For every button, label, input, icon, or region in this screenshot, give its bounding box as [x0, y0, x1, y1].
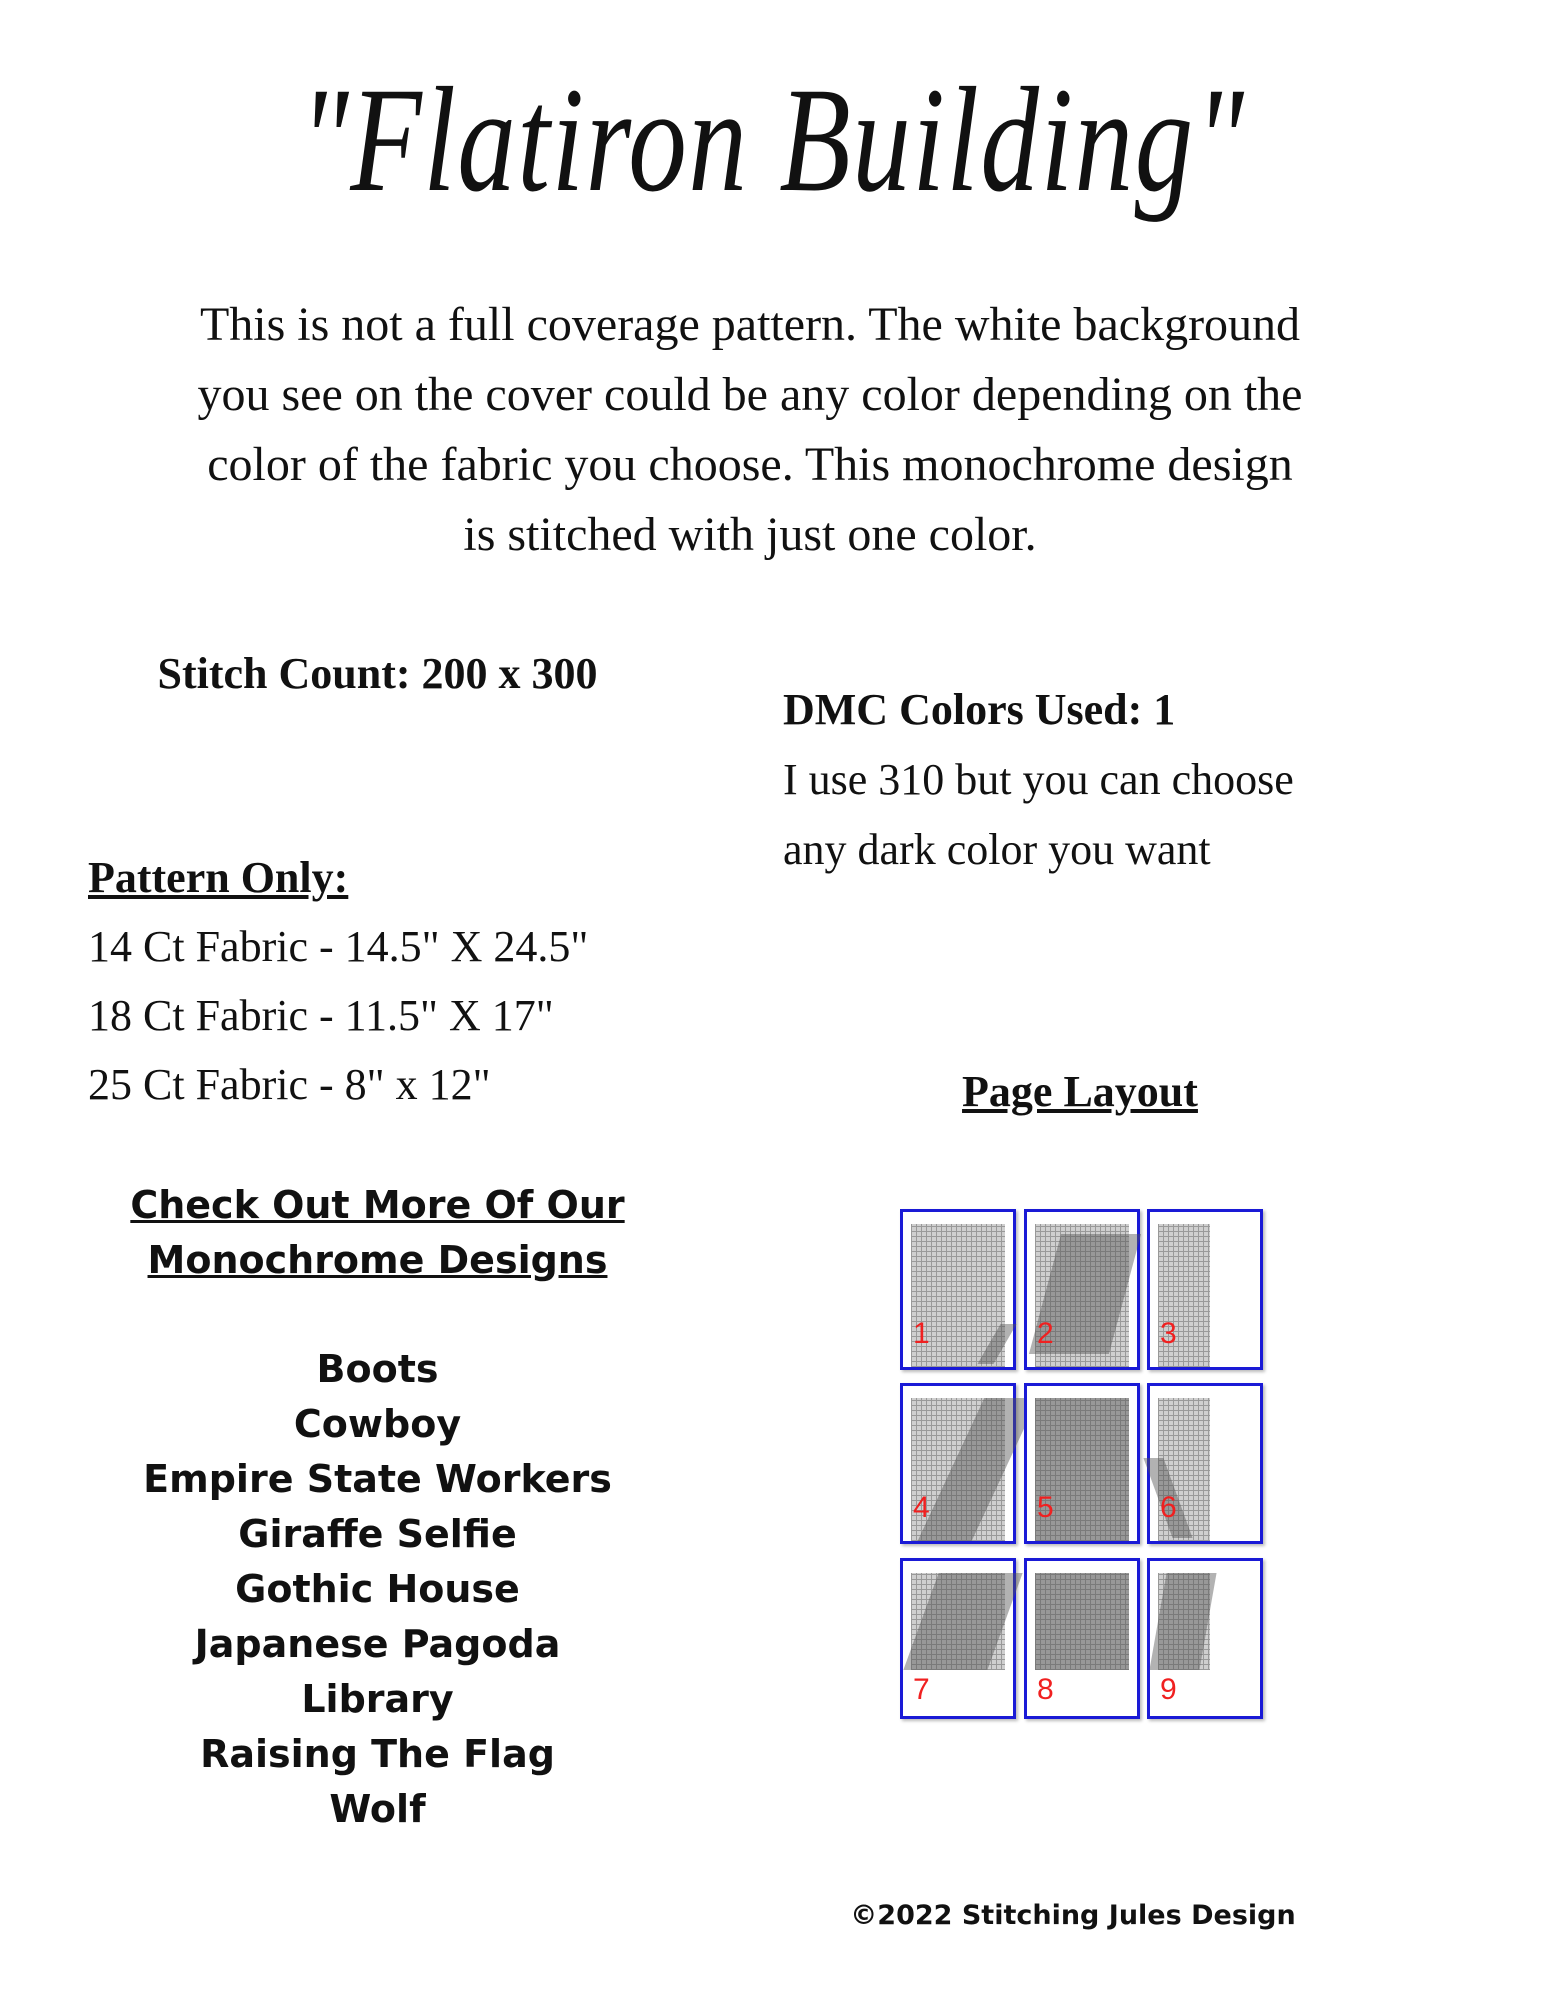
- stitch-count: Stitch Count: 200 x 300: [157, 649, 598, 698]
- pattern-grid: [1035, 1573, 1129, 1670]
- design-item: Gothic House: [235, 1567, 520, 1611]
- pattern-shading: [918, 1398, 1039, 1541]
- intro-line: color of the fabric you choose. This monochrome design: [207, 438, 1293, 491]
- dmc-line: I use 310 but you can choose: [783, 755, 1294, 804]
- design-item: Giraffe Selfie: [238, 1512, 517, 1556]
- page-number: 5: [1037, 1491, 1054, 1524]
- pattern-only-heading: Pattern Only:: [88, 853, 349, 902]
- more-designs-heading: [80, 1178, 675, 1288]
- page-thumbnail: [1147, 1558, 1263, 1719]
- pattern-only-section: [88, 843, 588, 1119]
- intro-line: This is not a full coverage pattern. The white background: [199, 298, 1301, 351]
- page-number: 2: [1037, 1317, 1054, 1350]
- page-number: 3: [1160, 1317, 1177, 1350]
- design-item: Library: [301, 1677, 454, 1721]
- page-number: 1: [913, 1317, 930, 1350]
- page-number: 9: [1160, 1673, 1177, 1706]
- page-thumbnail: [900, 1558, 1016, 1719]
- design-item: Japanese Pagoda: [194, 1622, 561, 1666]
- copyright: ©2022 Stitching Jules Design: [850, 1900, 1296, 1931]
- page-number: 7: [913, 1673, 930, 1706]
- intro-line: is stitched with just one color.: [463, 508, 1037, 561]
- design-item: Boots: [316, 1347, 439, 1391]
- design-item: Empire State Workers: [143, 1457, 612, 1501]
- fabric-size: 18 Ct Fabric - 11.5" X 17": [88, 991, 554, 1040]
- page-thumbnail: [1147, 1209, 1263, 1370]
- page-thumbnail: [1024, 1209, 1140, 1370]
- pattern-shading: [1035, 1573, 1129, 1670]
- page-thumbnail: [1147, 1383, 1263, 1544]
- dmc-colors-section: [783, 675, 1294, 885]
- dmc-heading: DMC Colors Used: 1: [783, 685, 1176, 734]
- more-designs-heading-line: Check Out More Of Our: [130, 1183, 625, 1227]
- pattern-grid: [911, 1573, 1005, 1670]
- design-list: [80, 1342, 675, 1837]
- fabric-size: 14 Ct Fabric - 14.5" X 24.5": [88, 922, 589, 971]
- page-title: "Flatiron Building": [299, 57, 1246, 223]
- design-item: Cowboy: [293, 1402, 462, 1446]
- fabric-size: 25 Ct Fabric - 8" x 12": [88, 1060, 491, 1109]
- page-number: 6: [1160, 1491, 1177, 1524]
- more-designs-heading-line: Monochrome Designs: [147, 1238, 608, 1282]
- dmc-line: any dark color you want: [783, 825, 1211, 874]
- pattern-grid: [1158, 1573, 1210, 1670]
- design-item: Wolf: [329, 1787, 426, 1831]
- page-thumbnail: [1024, 1383, 1140, 1544]
- page-thumbnail: [1024, 1558, 1140, 1719]
- page-number: 4: [913, 1491, 930, 1524]
- pattern-shading: [903, 1573, 1022, 1670]
- pattern-shading: [1149, 1573, 1216, 1670]
- intro-paragraph: [120, 290, 1380, 570]
- design-item: Raising The Flag: [200, 1732, 555, 1776]
- page-thumbnail: [900, 1383, 1016, 1544]
- page-thumbnail: [900, 1209, 1016, 1370]
- page-layout-heading: Page Layout: [962, 1067, 1198, 1116]
- pattern-shading: [977, 1324, 1016, 1364]
- page-number: 8: [1037, 1673, 1054, 1706]
- intro-line: you see on the cover could be any color depending on the: [197, 368, 1303, 421]
